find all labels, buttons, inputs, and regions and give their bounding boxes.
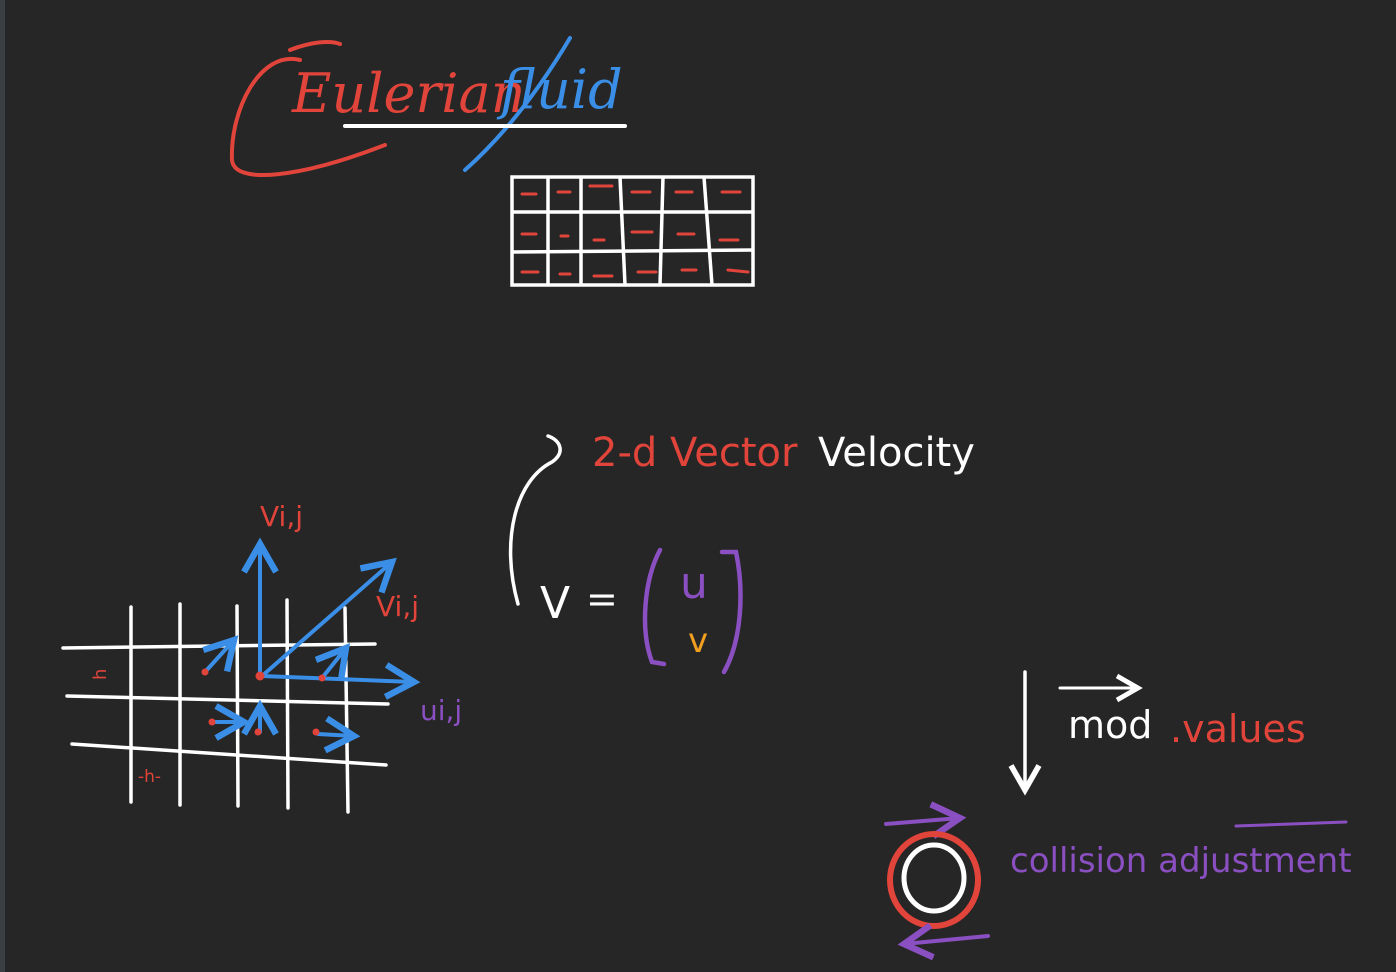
equation-equals: =	[586, 577, 618, 621]
h-bottom-label: -h-	[138, 767, 162, 787]
collision-inner-ring	[904, 845, 964, 911]
heading-velocity: Velocity	[818, 430, 975, 476]
collision-arrow-top	[886, 818, 960, 824]
v-top-label: Vi,j	[260, 500, 303, 533]
vector-diagonal	[262, 562, 392, 676]
u-right-label: ui,j	[420, 694, 463, 727]
matrix-left-bracket	[645, 550, 664, 664]
collision-arrow-bottom	[904, 936, 988, 944]
staggered-grid	[63, 600, 388, 812]
vector-horizontal	[262, 676, 414, 682]
v-diag-label: Vi,j	[376, 590, 419, 623]
mod-label: mod	[1068, 703, 1153, 747]
collision-underline	[1236, 822, 1346, 826]
title	[232, 38, 625, 175]
cell-values	[522, 186, 748, 276]
cell-grid-table	[512, 177, 753, 285]
matrix-v: v	[688, 621, 709, 661]
collision-label: collision adjustment	[1010, 841, 1352, 881]
h-left-label: h	[90, 668, 111, 680]
matrix-u: u	[680, 558, 708, 609]
matrix-right-bracket	[722, 552, 740, 672]
title-e-top	[290, 42, 340, 50]
title-fluid: fluid	[500, 58, 623, 121]
values-label: .values	[1170, 707, 1306, 751]
title-eulerian: Eulerian	[292, 62, 526, 125]
equation-lhs: V	[540, 578, 571, 629]
heading-2d-vector: 2-d Vector	[592, 430, 798, 476]
